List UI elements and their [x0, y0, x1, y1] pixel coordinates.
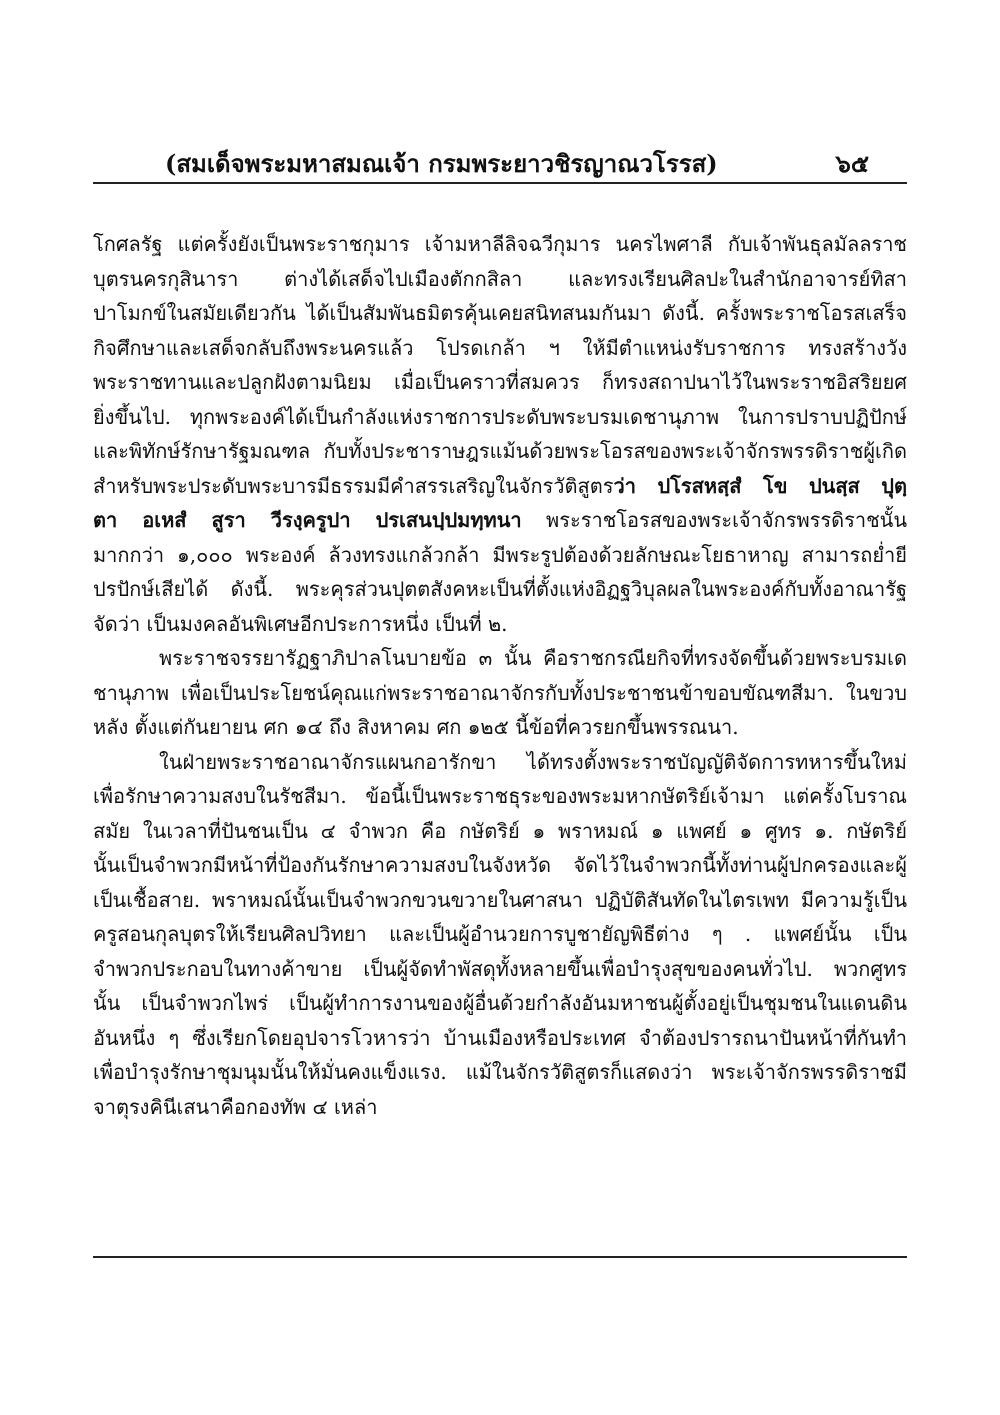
- text-line: โกศลรัฐ แต่ครั้งยังเป็นพระราชกุมาร เจ้ามหาลีลิจฉวีกุมาร นครไพศาลี กับเจ้าพันธุลมัลลราช: [93, 232, 907, 256]
- text-segment: สำหรับพระประดับพระบารมีธรรมมีคำสรรเสริญในจักรวัติสูตร: [93, 473, 614, 498]
- paragraph-1: [93, 227, 907, 641]
- paragraph-2: [93, 641, 907, 745]
- text-line: มากกว่า ๑,๐๐๐ พระองค์ ล้วงทรงแกล้วกล้า มีพระรูปต้องด้วยลักษณะโยธาหาญ สามารถย่ำยี: [93, 542, 907, 567]
- text-line: อันหนึ่ง ๆ ซึ่งเรียกโดยอุปจารโวหารว่า บ้านเมืองหรือประเทศ จำต้องปรารถนาปันหน้าที่กันทำ: [93, 1025, 907, 1050]
- page-number: ๖๕: [835, 149, 869, 178]
- text-line: หลัง ตั้งแต่กันยายน ศก ๑๔ ถึง สิงหาคม ศก ๑๒๕ นี้ข้อที่ควรยกขึ้นพรรณนา.: [93, 715, 739, 739]
- text-line: เพื่อรักษาความสงบในรัชสีมา. ข้อนี้เป็นพระราชธุระของพระมหากษัตริย์เจ้ามา แต่ครั้งโบราณ: [93, 784, 907, 808]
- pali-quote: ตา อเหสํ สูรา วีรงฺครูปา ปรเสนปฺปมทฺทนา: [93, 508, 522, 532]
- text-line: จัดว่า เป็นมงคลอันพิเศษอีกประการหนึ่ง เป็นที่ ๒.: [93, 611, 508, 636]
- text-line: สมัย ในเวลาที่ปันชนเป็น ๔ จำพวก คือ กษัตริย์ ๑ พราหมณ์ ๑ แพศย์ ๑ ศูทร ๑. กษัตริย์: [93, 818, 907, 843]
- text-line: [93, 469, 907, 504]
- paragraph-3: [93, 745, 907, 1125]
- text-line: เป็นเชื้อสาย. พราหมณ์นั้นเป็นจำพวกขวนขวายในศาสนา ปฏิบัติสันทัดในไตรเพท มีความรู้เป็น: [93, 887, 907, 912]
- text-line: ชานุภาพ เพื่อเป็นประโยชน์คุณแก่พระราชอาณาจักรกับทั้งประชาชนข้าขอบขัณฑสีมา. ในขวบ: [93, 680, 907, 705]
- text-line: พระราชทานและปลูกฝังตามนิยม เมื่อเป็นคราวที่สมควร ก็ทรงสถาปนาไว้ในพระราชอิสริยยศ: [93, 370, 907, 394]
- pali-quote: ว่า ปโรสหสฺสํ โข ปนสฺส ปุตฺ: [613, 473, 907, 498]
- text-line: นั้นเป็นจำพวกมีหน้าที่ป้องกันรักษาความสงบในจังหวัด จัดไว้ในจำพวกนี้ทั้งท่านผู้ปกครองและผู้: [93, 853, 907, 877]
- text-line: ครูสอนกุลบุตรให้เรียนศิลปวิทยา และเป็นผู้อำนวยการบูชายัญพิธีต่าง ๆ . แพศย์นั้น เป็น: [93, 922, 907, 946]
- text-line: นั้น เป็นจำพวกไพร่ เป็นผู้ทำการงานของผู้อื่นด้วยกำลังอันมหาชนผู้ตั้งอยู่เป็นชุมชนในแดนดิน: [93, 991, 907, 1015]
- text-segment: พระราชโอรสของพระเจ้าจักรพรรดิราชนั้น: [521, 508, 907, 532]
- text-line: ในฝ่ายพระราชอาณาจักรแผนกอารักขา ได้ทรงตั้งพระราชบัญญัติจัดการทหารขึ้นใหม่: [159, 749, 907, 774]
- text-line: ปรปักษ์เสียได้ ดังนี้. พระคุรส่วนปุตตสังคหะเป็นที่ตั้งแห่งอิฏฐวิบุลผลในพระองค์กับทั้งอาณารัฐ: [93, 577, 907, 601]
- text-line: และพิทักษ์รักษารัฐมณฑล กับทั้งประชาราษฎรแม้นด้วยพระโอรสของพระเจ้าจักรพรรดิราชผู้เกิด: [93, 439, 907, 463]
- text-line: จำพวกประกอบในทางค้าขาย เป็นผู้จัดทำพัสดุทั้งหลายขึ้นเพื่อบำรุงสุขของคนทั่วไป. พวกศูทร: [93, 956, 907, 981]
- text-line: บุตรนครกุสินารา ต่างได้เสด็จไปเมืองตักกสิลา และทรงเรียนศิลปะในสำนักอาจารย์ทิสา: [93, 266, 907, 291]
- body-text: [93, 227, 907, 1124]
- text-line: พระราชจรรยารัฏฐาภิปาลโนบายข้อ ๓ นั้น คือราชกรณียกิจที่ทรงจัดขึ้นด้วยพระบรมเด: [159, 646, 907, 670]
- text-line: จาตุรงคินีเสนาคือกองทัพ ๔ เหล่า: [93, 1094, 378, 1119]
- footer-rule: [93, 1256, 907, 1258]
- text-line: [93, 503, 907, 538]
- text-line: เพื่อบำรุงรักษาชุมนุมนั้นให้มั่นคงแข็งแรง. แม้ในจักรวัติสูตรก็แสดงว่า พระเจ้าจักรพรรดิราชมี: [93, 1060, 907, 1084]
- text-line: ปาโมกข์ในสมัยเดียวกัน ได้เป็นสัมพันธมิตรคุ้นเคยสนิทสนมกันมา ดังนี้. ครั้งพระราชโอรสเสร็จ: [93, 301, 907, 325]
- text-line: ยิ่งขึ้นไป. ทุกพระองค์ได้เป็นกำลังแห่งราชการประดับพระบรมเดชานุภาพ ในการปราบปฏิปักษ์: [93, 404, 907, 429]
- running-title: (สมเด็จพระมหาสมณเจ้า กรมพระยาวชิรญาณวโรรส): [165, 149, 718, 178]
- page-header: [93, 140, 907, 184]
- text-line: กิจศึกษาและเสด็จกลับถึงพระนครแล้ว โปรดเกล้า ฯ ให้มีตำแหน่งรับราชการ ทรงสร้างวัง: [93, 335, 907, 360]
